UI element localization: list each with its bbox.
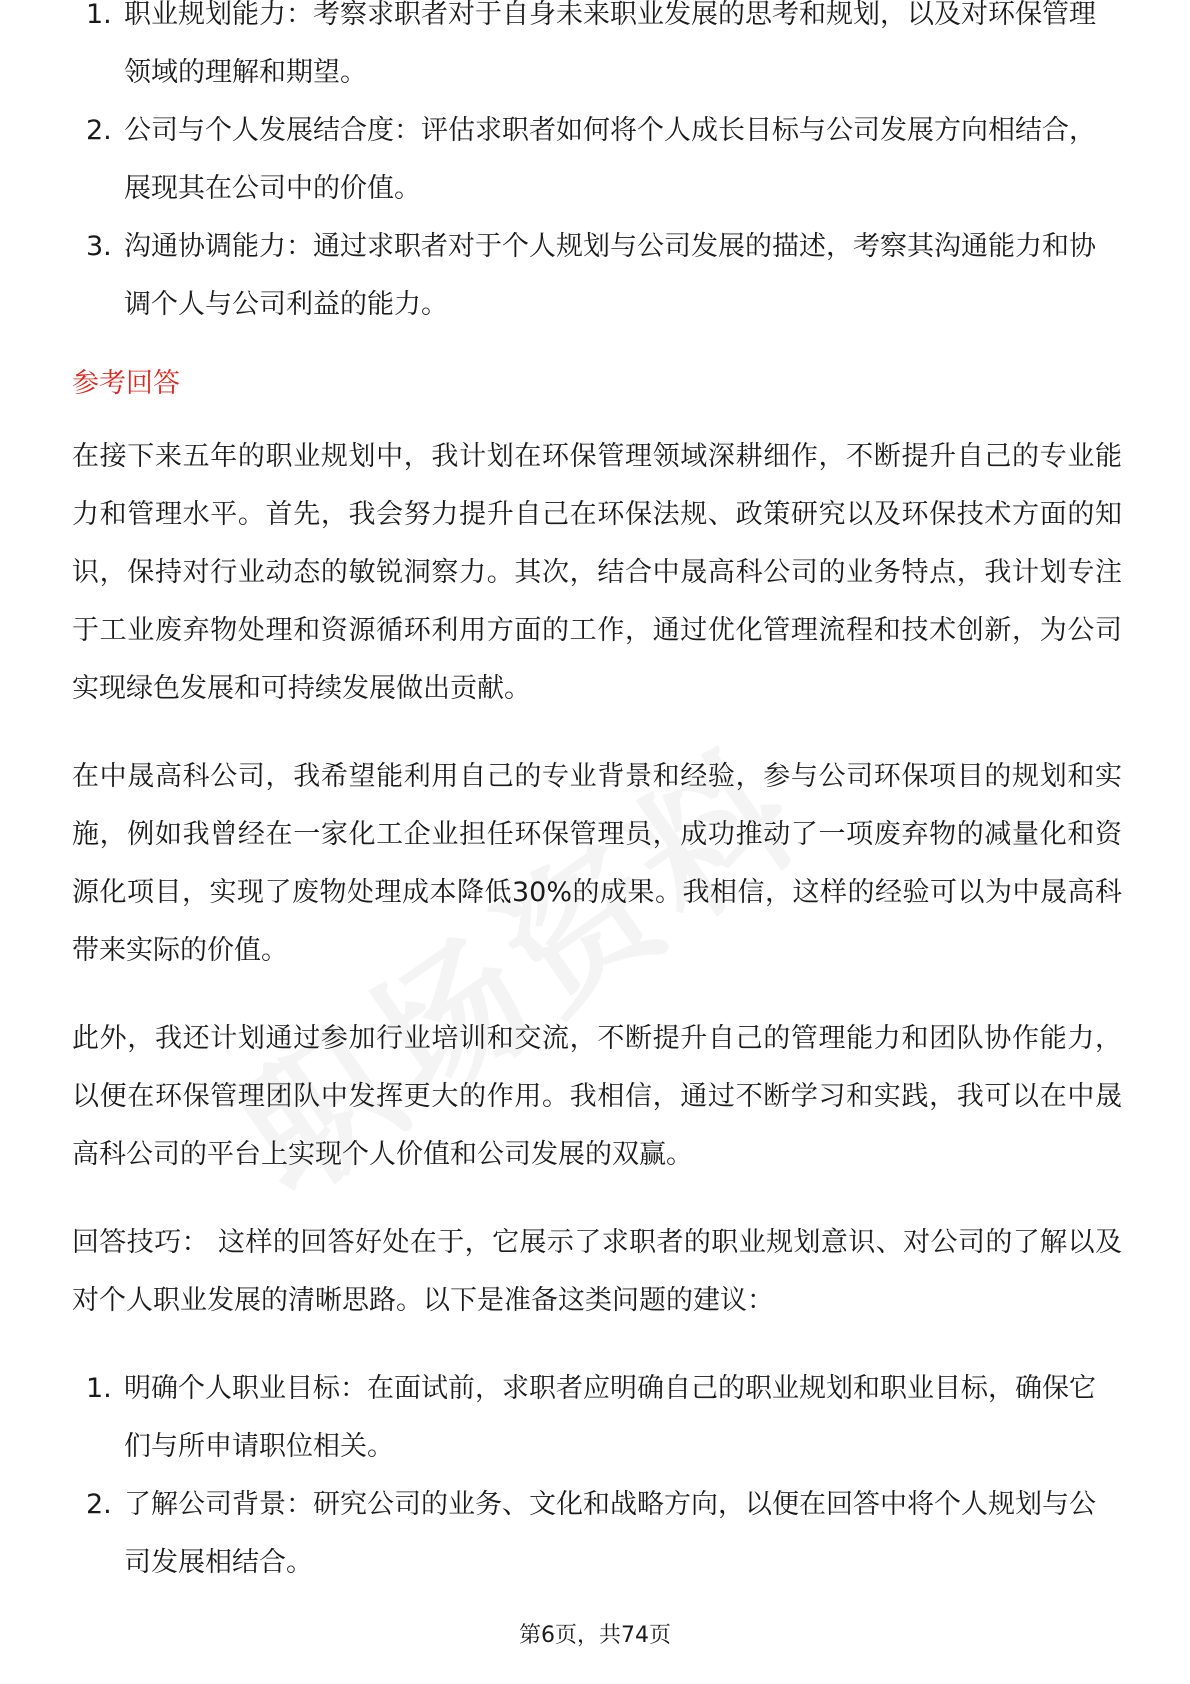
list-number: 2. <box>86 115 112 146</box>
list-item <box>72 0 1122 102</box>
list-item-text: 明确个人职业目标：在面试前，求职者应明确自己的职业规划和职业目标，确保它们与所申请职位相关。 <box>124 1373 1096 1462</box>
list-number: 1. <box>86 0 112 30</box>
list-item-text: 了解公司背景：研究公司的业务、文化和战略方向，以便在回答中将个人规划与公司发展相结合。 <box>124 1489 1096 1578</box>
list-item <box>72 218 1122 334</box>
list-item <box>72 1476 1122 1592</box>
list-item <box>72 1360 1122 1476</box>
list-item-text: 职业规划能力：考察求职者对于自身未来职业发展的思考和规划，以及对环保管理领域的理解和期望。 <box>124 0 1096 88</box>
page-content <box>72 0 1122 1592</box>
section-title: 参考回答 <box>72 368 180 399</box>
evaluation-points-list <box>72 0 1122 334</box>
page-footer: 第6页，共74页 <box>519 1623 671 1648</box>
answer-tips-paragraph: 回答技巧： 这样的回答好处在于，它展示了求职者的职业规划意识、对公司的了解以及对个人职业发展的清晰思路。以下是准备这类问题的建议： <box>72 1227 1122 1316</box>
list-number: 1. <box>86 1373 112 1404</box>
paragraph: 在接下来五年的职业规划中，我计划在环保管理领域深耕细作，不断提升自己的专业能力和管理水平。首先，我会努力提升自己在环保法规、政策研究以及环保技术方面的知识，保持对行业动态的敏锐洞察力。其次，结合中晟高科公司的业务特点，我计划专注于工业废弃物处理和资源循环利用方面的工作，通过优化管理流程和技术创新，为公司实现绿色发展和可持续发展做出贡献。 <box>72 441 1122 704</box>
list-number: 3. <box>86 231 112 262</box>
paragraph: 在中晟高科公司，我希望能利用自己的专业背景和经验，参与公司环保项目的规划和实施，例如我曾经在一家化工企业担任环保管理员，成功推动了一项废弃物的减量化和资源化项目，实现了废物处理成本降低30%的成果。我相信，这样的经验可以为中晟高科带来实际的价值。 <box>72 761 1122 966</box>
list-item-text: 沟通协调能力：通过求职者对于个人规划与公司发展的描述，考察其沟通能力和协调个人与公司利益的能力。 <box>124 231 1096 320</box>
paragraph: 此外，我还计划通过参加行业培训和交流，不断提升自己的管理能力和团队协作能力，以便在环保管理团队中发挥更大的作用。我相信，通过不断学习和实践，我可以在中晟高科公司的平台上实现个人价值和公司发展的双赢。 <box>72 1023 1122 1170</box>
preparation-tips-list <box>72 1360 1122 1592</box>
list-item-text: 公司与个人发展结合度：评估求职者如何将个人成长目标与公司发展方向相结合，展现其在公司中的价值。 <box>124 115 1096 204</box>
list-item <box>72 102 1122 218</box>
list-number: 2. <box>86 1489 112 1520</box>
